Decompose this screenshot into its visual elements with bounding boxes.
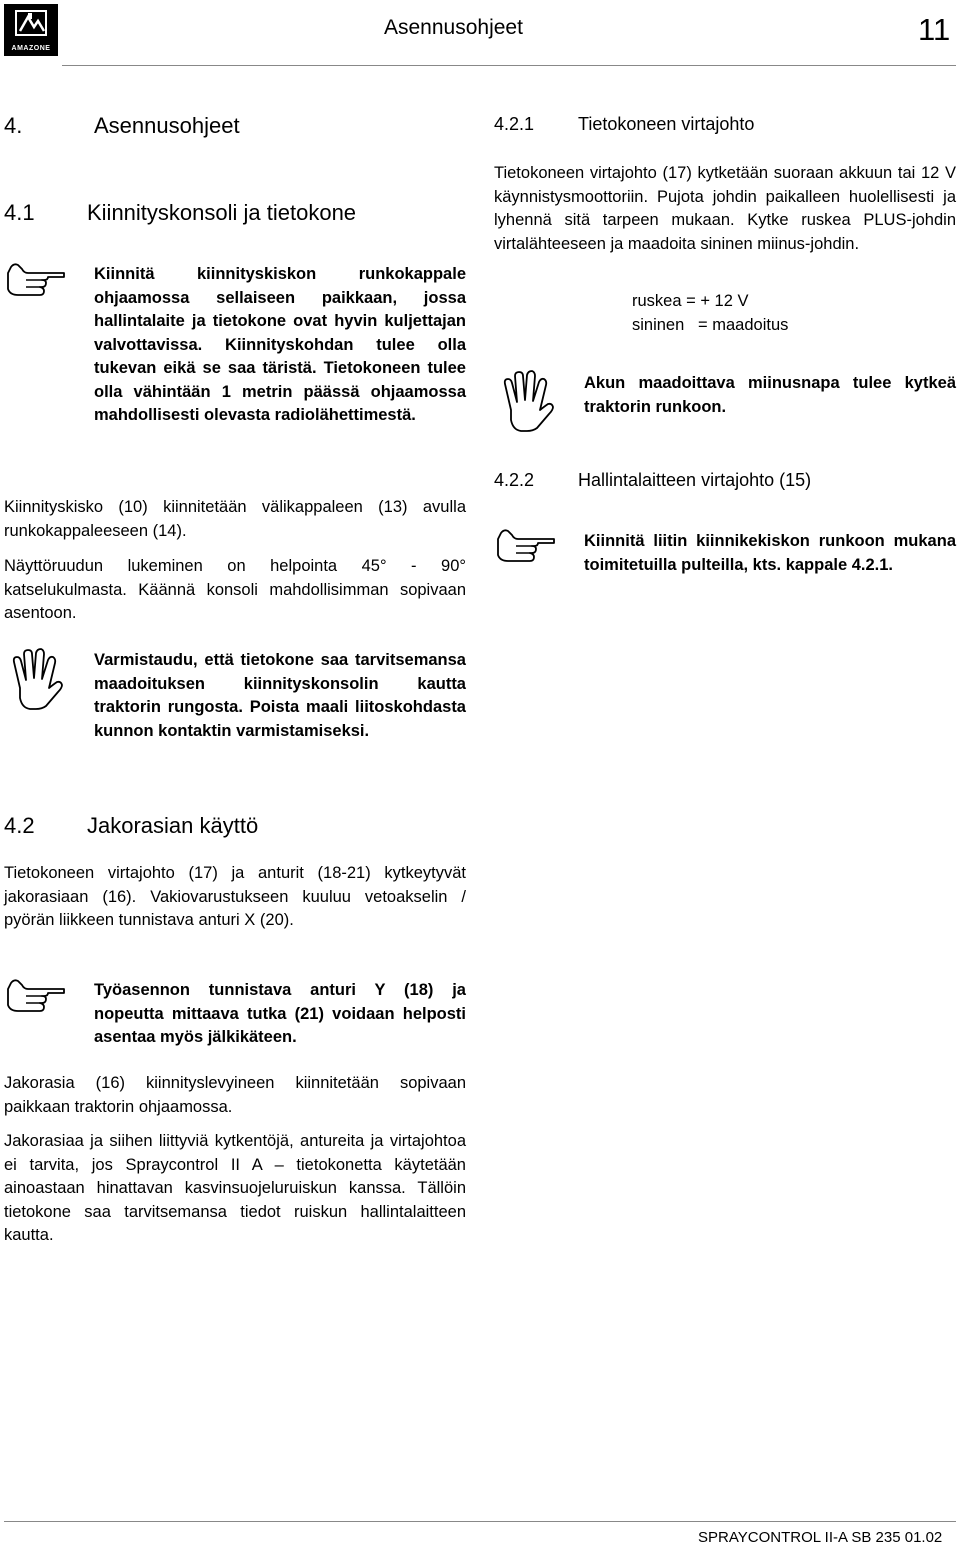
heading-title: Hallintalaitteen virtajohto (15) xyxy=(578,470,812,490)
warning-grounding: Varmistaudu, että tietokone saa tarvitsemansa maadoituksen kiinnityskonsolin kautta traktorin rungosta. Poista maali liitoskohdasta kunnon kontaktin varmistamiseksi. xyxy=(94,651,466,740)
paragraph-power-cable: Tietokoneen virtajohto (17) kytketään suoraan akkuun tai 12 V käynnistysmoottoriin. Pujota johdin paikalleen huolellisesti ja lyhennä sitä tarpeen mukaan. Kytke ruskea PLUS-johdin virtalähteeseen ja maadoita sininen miinus-johdin. xyxy=(494,164,956,253)
heading-title: Asennusohjeet xyxy=(94,113,240,138)
logo-text: AMAZONE xyxy=(11,45,51,52)
warning-hand-icon xyxy=(6,648,64,710)
footer-doc-id: SPRAYCONTROL II-A SB 235 01.02 xyxy=(698,1529,943,1546)
heading-number: 4.2.1 xyxy=(494,114,535,134)
heading-4-2-2 xyxy=(494,470,811,491)
pointing-hand-icon xyxy=(496,529,556,565)
paragraph-mounting-rail: Kiinnityskisko (10) kiinnitetään välikappaleen (13) avulla runkokappaleeseen (14). xyxy=(4,498,466,540)
header-title: Asennusohjeet xyxy=(384,16,523,39)
page-number: 11 xyxy=(918,12,951,47)
pointing-hand-icon xyxy=(6,979,66,1015)
heading-title: Jakorasian käyttö xyxy=(87,813,259,838)
paragraph-not-needed: Jakorasiaa ja siihen liittyviä kytkentöjä, antureita ja virtajohtoa ei tarvita, jos Spraycontrol II A – tietokonetta käytetään ainoastaan hinattavan kasvinsuojeluruiskun kanssa. Tällöin tietokone saa tarvitsemansa tiedot ruiskun hallintalaitteen kautta. xyxy=(4,1132,466,1244)
heading-4-1 xyxy=(4,200,356,226)
heading-number: 4.2.2 xyxy=(494,470,535,490)
note-sensors: Työasennon tunnistava anturi Y (18) ja nopeutta mittaava tutka (21) voidaan helposti asentaa myös jälkikäteen. xyxy=(94,981,466,1046)
paragraph-junction-mounting: Jakorasia (16) kiinnityslevyineen kiinnitetään sopivaan paikkaan traktorin ohjaamossa. xyxy=(4,1074,466,1116)
header-divider xyxy=(62,65,956,66)
heading-title: Kiinnityskonsoli ja tietokone xyxy=(87,200,357,225)
heading-number: 4. xyxy=(4,113,23,138)
wire-brown: ruskea = + 12 V xyxy=(632,292,749,310)
note-connector: Kiinnitä liitin kiinnikekiskon runkoon mukana toimitetuilla pulteilla, kts. kappale 4.2.1. xyxy=(584,532,956,574)
pointing-hand-icon xyxy=(6,263,66,299)
heading-title: Tietokoneen virtajohto xyxy=(578,114,755,134)
note-mounting: Kiinnitä kiinnityskiskon runkokappale ohjaamossa sellaiseen paikkaan, jossa hallintalaite ja tietokone ovat hyvin kuljettajan valvottavissa. Kiinnityskohdan tulee olla tukevan eikä se saa täristä. Tietokoneen tulee olla vähintään 1 metrin päässä ohjaamossa mahdollisesti olevasta radiolähettimestä. xyxy=(94,265,466,424)
heading-4-2 xyxy=(4,813,258,839)
heading-4-2-1 xyxy=(494,114,754,135)
warning-hand-icon xyxy=(497,370,555,432)
heading-4 xyxy=(4,113,240,139)
heading-number: 4.2 xyxy=(4,813,35,838)
warning-battery-ground: Akun maadoittava miinusnapa tulee kytkeä traktorin runkoon. xyxy=(584,374,956,416)
wire-blue: sininen = maadoitus xyxy=(632,316,789,334)
logo-emblem-icon xyxy=(14,9,48,39)
amazone-logo xyxy=(4,4,58,56)
paragraph-junction-box: Tietokoneen virtajohto (17) ja anturit (18-21) kytkeytyvät jakorasiaan (16). Vakiovarustukseen kuuluu vetoakselin / pyörän liikkeen tunnistava anturi X (20). xyxy=(4,864,466,929)
footer-divider xyxy=(4,1521,956,1522)
paragraph-viewing-angle: Näyttöruudun lukeminen on helpointa 45° - 90° katselukulmasta. Käännä konsoli mahdollisimman sopivaan asentoon. xyxy=(4,557,466,622)
heading-number: 4.1 xyxy=(4,200,35,225)
